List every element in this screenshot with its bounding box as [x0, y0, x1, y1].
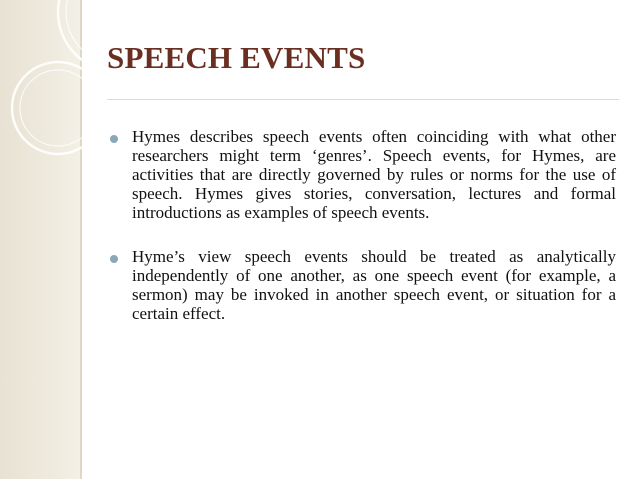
- bullet-icon: [110, 135, 118, 143]
- bullet-list: [108, 127, 616, 348]
- title-divider: [107, 99, 619, 100]
- slide-title: SPEECH EVENTS: [107, 40, 366, 75]
- bullet-text: Hymes describes speech events often coinciding with what other researchers might term ‘genres’. Speech events, for Hymes, are activities that are directly governed by rules or norms for the use of speech. Hymes gives stories, conversation, lectures and formal introductions as examples of speech events.: [132, 127, 616, 222]
- bullet-text: Hyme’s view speech events should be treated as analytically independently of one another, as one speech event (for example, a sermon) may be invoked in another speech event, or situation for a certain effect.: [132, 247, 616, 323]
- bullet-icon: [110, 255, 118, 263]
- bullet-item-1: [108, 127, 616, 222]
- bullet-item-2: [108, 247, 616, 323]
